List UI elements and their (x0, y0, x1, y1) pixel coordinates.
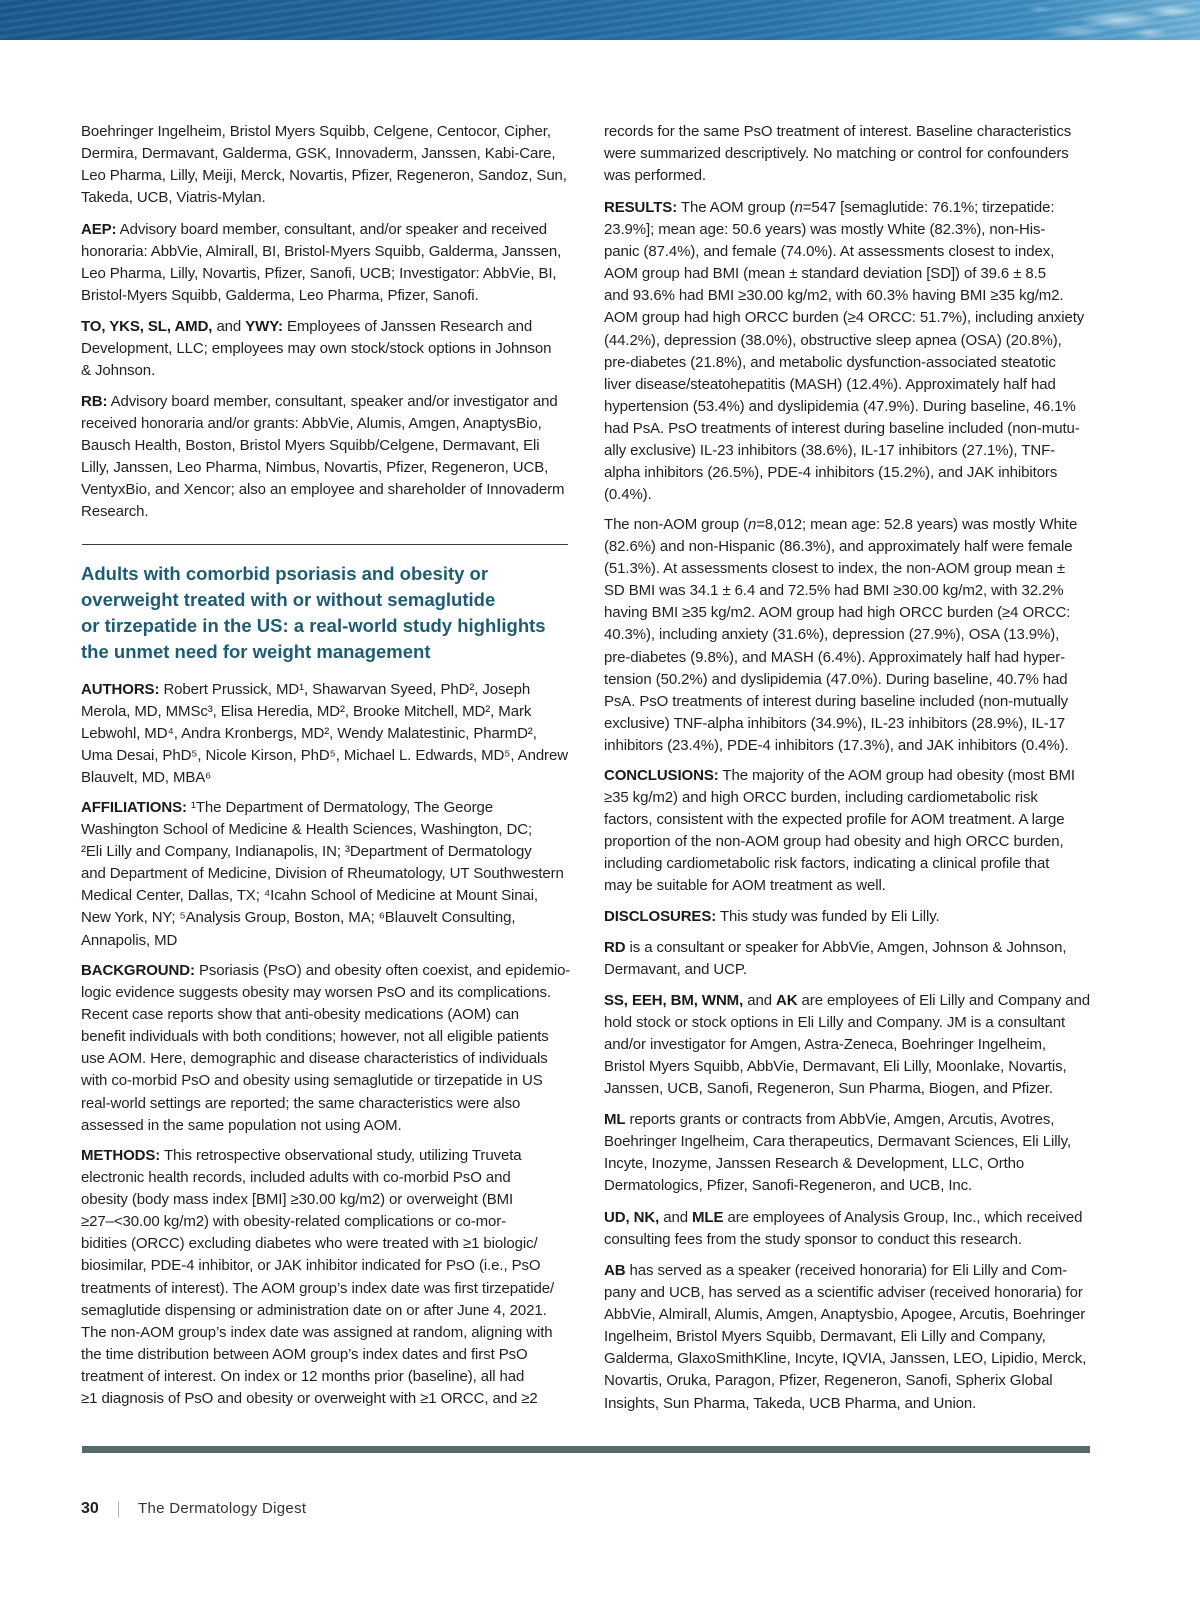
ml-text: reports grants or contracts from AbbVie, Amgen, Arcutis, Avotres, Boehringer Ingelheim, Cara therapeutics, Dermavant Sciences, Eli Lilly, Incyte, Inozyme, Janssen Research & Development, LLC, Ortho Dermatologics, Pfizer, Sanofi-Regeneron, and UCB, Inc. (604, 1111, 1072, 1195)
to-label: TO, YKS, SL, AMD, (81, 318, 213, 335)
disclosures-text: This study was funded by Eli Lilly. (716, 908, 940, 925)
aep-label: AEP: (81, 221, 117, 238)
authors-paragraph (81, 679, 568, 789)
aep-disclosure-paragraph (81, 219, 561, 307)
affiliations-label: AFFILIATIONS: (81, 799, 187, 816)
continued-disclosures-paragraph: Boehringer Ingelheim, Bristol Myers Squibb, Celgene, Centocor, Cipher, Dermira, Dermavant, Galderma, GSK, Innovaderm, Janssen, Kabi-Care, Leo Pharma, Lilly, Meiji, Merck, Novartis, Pfizer, Regeneron, Sandoz, Sun, Takeda, UCB, Viatris-Mylan. (81, 123, 567, 207)
ak-label: AK (776, 992, 798, 1009)
ud-label: UD, NK, (604, 1209, 660, 1226)
rb-disclosure-paragraph (81, 391, 564, 524)
section-divider (82, 544, 568, 545)
disclosures-label: DISCLOSURES: (604, 908, 717, 925)
header-banner (0, 0, 1200, 40)
results-text: =547 [semaglutide: 76.1%; tirzepatide: 23.9%]; mean age: 50.6 years) was mostly White (82.3%), non-His- panic (87.4%), and female (74.0%). At assessments closest to index, AOM group had BMI (mean ± standard deviation [SD]) of 39.6 ± 8.5 and 93.6% had BMI ≥30.00 kg/m2, with 60.3% having BMI ≥35 kg/m2. AOM group had high ORCC burden (≥4 ORCC: 51.7%), including anxiety (44.2%), depression (38.0%), obstructive sleep apnea (OSA) (20.8%), pre-diabetes (21.8%), and metabolic dysfunction-associated steatotic liver disease/steatohepatitis (MASH) (12.4%). Approximately half had hypertension (53.4%) and dyslipidemia (47.9%). During baseline, 46.1% had PsA. PsO treatments of interest during baseline included (non-mutu- ally exclusive) IL-23 inhibitors (38.6%), IL-17 inhibitors (27.1%), TNF- alpha inhibitors (26.5%), PDE-4 inhibitors (15.2%), and JAK inhibitors (0.4%). (604, 199, 1085, 504)
methods-text: This retrospective observational study, utilizing Truveta electronic health records, included adults with co-morbid PsO and obesity (body mass index [BMI] ≥30.00 kg/m2) or overweight (BMI ≥27–<30.00 kg/m2) with obesity-related complications or co-mor- bidities (ORCC) excluding diabetes who were treated with ≥1 biologic/ biosimilar, PDE-4 inhibitor, or JAK inhibitor indicated for PsO (i.e., PsO treatments of interest). The AOM group’s index date was first tirzepatide/ semaglutide dispensing or administration date on or after June 4, 2021. The non-AOM group’s index date was assigned at random, aligning with the time distribution between AOM group’s index dates and first PsO treatment of interest. On index or 12 months prior (baseline), all had ≥1 diagnosis of PsO and obesity or overweight with ≥1 ORCC, and ≥2 (81, 1147, 555, 1408)
conclusions-text: The majority of the AOM group had obesity (most BMI ≥35 kg/m2) and high ORCC burden, including cardiometabolic risk factors, consistent with the expected profile for AOM treatment. A large proportion of the non-AOM group had obesity and high ORCC burden, including cardiometabolic risk factors, indicating a clinical profile that may be suitable for AOM treatment as well. (604, 767, 1075, 895)
conclusions-paragraph (604, 765, 1075, 898)
ab-disclosure-paragraph (604, 1260, 1086, 1415)
to-connector: and (212, 318, 246, 335)
footer-separator (118, 1501, 119, 1517)
authors-text: Robert Prussick, MD¹, Shawarvan Syeed, PhD², Joseph Merola, MD, MMSc³, Elisa Heredia, MD², Brooke Mitchell, MD², Mark Lebwohl, MD⁴, Andra Kronbergs, MD², Wendy Malatestinic, PharmD², Uma Desai, PhD⁵, Nicole Kirson, PhD⁵, Michael L. Edwards, MD⁵, Andrew Blauvelt, MD, MBA⁶ (81, 681, 568, 787)
background-paragraph (81, 960, 570, 1137)
non-aom-text: =8,012; mean age: 52.8 years) was mostly White (82.6%) and non-Hispanic (86.3%), and approximately half were female (51.3%). At assessments closest to index, the non-AOM group mean ± SD BMI was 34.1 ± 6.4 and 72.5% had BMI ≥30.00 kg/m2, with 32.2% having BMI ≥35 kg/m2. AOM group had high ORCC burden (≥4 ORCC: 40.3%), including anxiety (31.6%), depression (27.9%), OSA (13.9%), pre-diabetes (9.8%), and MASH (6.4%). Approximately half had hyper- tension (50.2%) and dyslipidemia (47.0%). During baseline, 40.7% had PsA. PsO treatments of interest during baseline included (non-mutually exclusive) TNF-alpha inhibitors (34.9%), IL-23 inhibitors (28.9%), IL-17 inhibitors (23.4%), PDE-4 inhibitors (17.3%), and JAK inhibitors (0.4%). (604, 516, 1078, 754)
results-pre: The AOM group ( (677, 199, 795, 216)
ywy-label: YWY: (245, 318, 283, 335)
rb-label: RB: (81, 393, 108, 410)
ud-connector: and (659, 1209, 693, 1226)
ml-label: ML (604, 1111, 626, 1128)
affiliations-text: ¹The Department of Dermatology, The George Washington School of Medicine & Health Sciences, Washington, DC; ²Eli Lilly and Company, Indianapolis, IN; ³Department of Dermatology and Department of Medicine, Division of Rheumatology, UT Southwestern Medical Center, Dallas, TX; ⁴Icahn School of Medicine at Mount Sinai, New York, NY; ⁵Analysis Group, Boston, MA; ⁶Blauvelt Consulting, Annapolis, MD (81, 799, 564, 949)
background-text: Psoriasis (PsO) and obesity often coexist, and epidemio- logic evidence suggests obesity may worsen PsO and its complications. Recent case reports show that anti-obesity medications (AOM) can benefit individuals with both conditions; however, not all eligible patients use AOM. Here, demographic and disease characteristics of individuals with co-morbid PsO and obesity using semaglutide or tirzepatide in US real-world settings are reported; the same characteristics were also assessed in the same population not using AOM. (81, 962, 571, 1134)
ud-disclosure-paragraph (604, 1207, 1082, 1251)
results-paragraph (604, 197, 1084, 506)
ss-connector: and (743, 992, 777, 1009)
ss-label: SS, EEH, BM, WNM, (604, 992, 744, 1009)
conclusions-label: CONCLUSIONS: (604, 767, 719, 784)
rd-label: RD (604, 939, 626, 956)
ss-text: are employees of Eli Lilly and Company and hold stock or stock options in Eli Lilly and Company. JM is a consultant and/or investigator for Amgen, Astra-Zeneca, Boehringer Ingelheim, Bristol Myers Squibb, AbbVie, Dermavant, Eli Lilly, Moonlake, Novartis, Janssen, UCB, Sanofi, Regeneron, Sun Pharma, Biogen, and Pfizer. (604, 992, 1091, 1098)
ab-text: has served as a speaker (received honoraria) for Eli Lilly and Com- pany and UCB, has served as a scientific adviser (received honoraria) for AbbVie, Almirall, Alumis, Amgen, Anaptysbio, Apogee, Arcutis, Boehringer Ingelheim, Bristol Myers Squibb, Dermavant, Eli Lilly and Company, Galderma, GlaxoSmithKline, Incyte, IQVIA, Janssen, LEO, Lipidio, Merck, Novartis, Oruka, Paragon, Pfizer, Regeneron, Sanofi, Spherix Global Insights, Sun Pharma, Takeda, UCB Pharma, and Union. (604, 1262, 1087, 1412)
affiliations-paragraph (81, 797, 564, 952)
rb-text: Advisory board member, consultant, speaker and/or investigator and received honoraria and/or grants: AbbVie, Alumis, Amgen, AnaptysBio, Bausch Health, Boston, Bristol Myers Squibb/Celgene, Dermavant, Eli Lilly, Janssen, Leo Pharma, Nimbus, Novartis, Pfizer, Regeneron, UCB, VentyxBio, and Xencor; also an employee and shareholder of Innovaderm Research. (81, 393, 565, 521)
to-disclosure-paragraph (81, 316, 551, 382)
non-aom-n-symbol: n (748, 516, 757, 533)
results-label: RESULTS: (604, 199, 678, 216)
aep-text: Advisory board member, consultant, and/or speaker and received honoraria: AbbVie, Almirall, BI, Bristol-Myers Squibb, Galderma, Janssen, Leo Pharma, Lilly, Novartis, Pfizer, Sanofi, UCB; Investigator: AbbVie, BI, Bristol-Myers Squibb, Galderma, Leo Pharma, Pfizer, Sanofi. (81, 221, 562, 305)
mle-label: MLE (692, 1209, 724, 1226)
ab-label: AB (604, 1262, 626, 1279)
to-text: Employees of Janssen Research and Development, LLC; employees may own stock/stock options in Johnson & Johnson. (81, 318, 552, 380)
disclosures-paragraph (604, 906, 940, 928)
rd-text: is a consultant or speaker for AbbVie, Amgen, Johnson & Johnson, Dermavant, and UCP. (604, 939, 1067, 979)
page-number: 30 (81, 1500, 99, 1517)
ss-disclosure-paragraph (604, 990, 1090, 1100)
article-title: Adults with comorbid psoriasis and obesity or overweight treated with or without semaglutide or tirzepatide in the US: a real-world study highlights the unmet need for weight management (81, 563, 546, 662)
non-aom-pre: The non-AOM group ( (604, 516, 748, 533)
rd-disclosure-paragraph (604, 937, 1066, 981)
ml-disclosure-paragraph (604, 1109, 1071, 1197)
methods-label: METHODS: (81, 1147, 161, 1164)
ud-text: are employees of Analysis Group, Inc., which received consulting fees from the study sponsor to conduct this research. (604, 1209, 1083, 1249)
methods-continued-paragraph: records for the same PsO treatment of interest. Baseline characteristics were summarized descriptively. No matching or control for confounders was performed. (604, 123, 1072, 185)
publication-name: The Dermatology Digest (138, 1500, 307, 1517)
methods-paragraph (81, 1145, 554, 1410)
footer-rule (82, 1446, 1090, 1453)
background-label: BACKGROUND: (81, 962, 195, 979)
results-non-aom-paragraph (604, 514, 1077, 757)
results-n-symbol: n (794, 199, 803, 216)
authors-label: AUTHORS: (81, 681, 160, 698)
